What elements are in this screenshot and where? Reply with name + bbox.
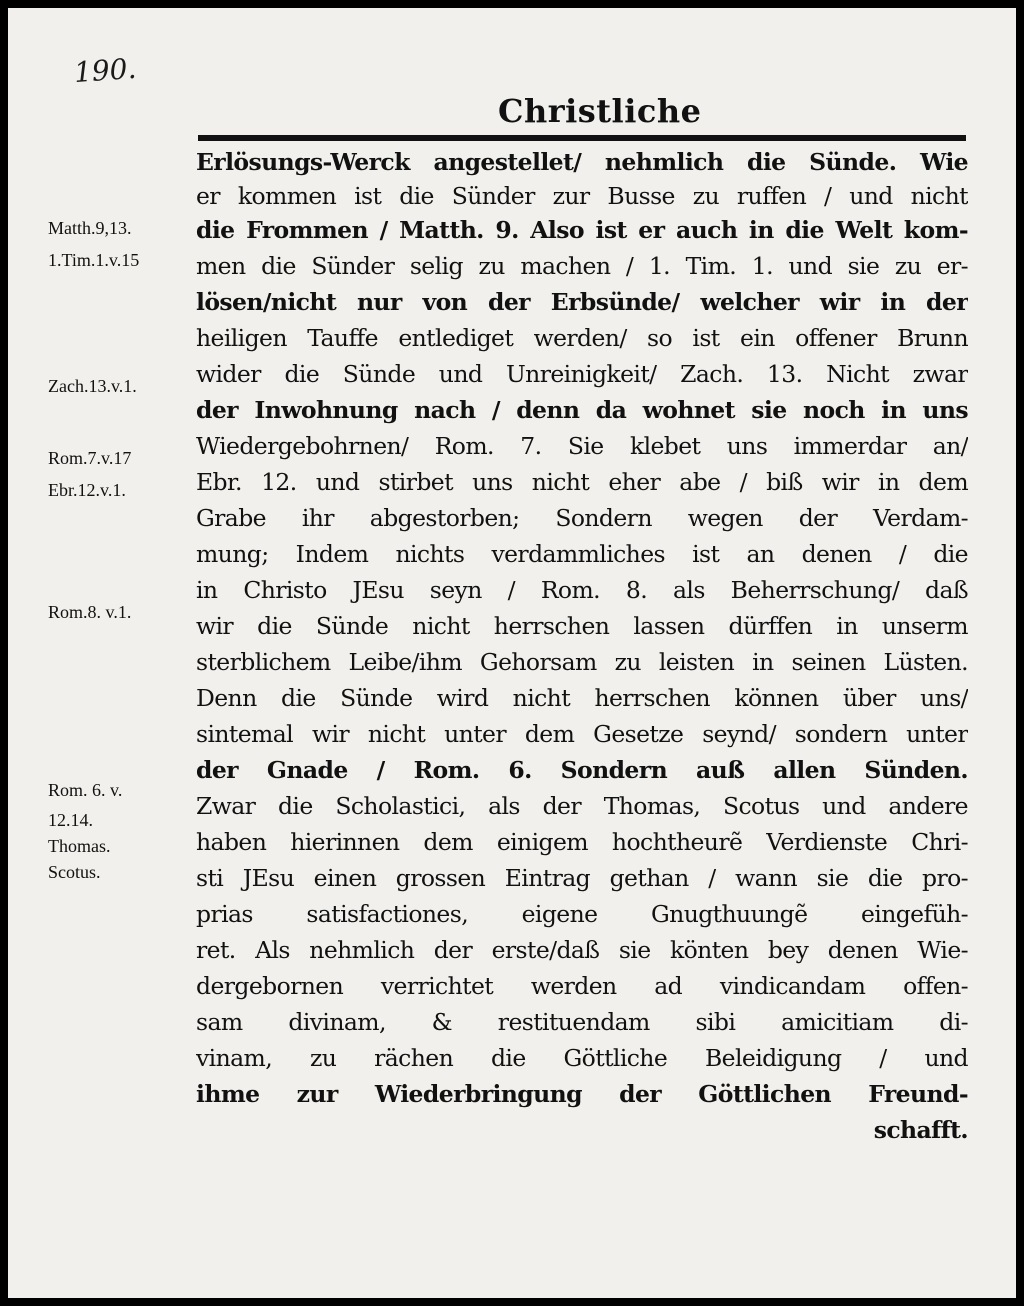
margin-note: Ebr.12.v.1. [48, 480, 126, 500]
margin-note: Rom. 6. v. [48, 780, 123, 800]
body-line: Erlösungs-Werck angestellet/ nehmlich die Sünde. Wie [196, 148, 968, 176]
body-line: mung; Indem nichts verdammliches ist an denen / die [196, 540, 968, 568]
body-line: ihme zur Wiederbringung der Göttlichen Freund- [196, 1080, 968, 1108]
margin-note: Scotus. [48, 862, 101, 882]
body-line: men die Sünder selig zu machen / 1. Tim. 1. und sie zu er- [196, 252, 968, 280]
page-number: 190. [72, 51, 138, 90]
body-line: der Gnade / Rom. 6. Sondern auß allen Sünden. [196, 756, 968, 784]
body-line: sam divinam, & restituendam sibi amicitiam di- [196, 1008, 968, 1036]
body-line: sintemal wir nicht unter dem Gesetze seynd/ sondern unter [196, 720, 968, 748]
body-line: Denn die Sünde wird nicht herrschen können über uns/ [196, 684, 968, 712]
body-line: ret. Als nehmlich der erste/daß sie könten bey denen Wie- [196, 936, 968, 964]
body-line: er kommen ist die Sünder zur Busse zu ruffen / und nicht [196, 182, 968, 210]
body-line: Ebr. 12. und stirbet uns nicht eher abe / biß wir in dem [196, 468, 968, 496]
body-line: der Inwohnung nach / denn da wohnet sie noch in uns [196, 396, 968, 424]
margin-note: 1.Tim.1.v.15 [48, 250, 140, 270]
margin-note: Rom.7.v.17 [48, 448, 132, 468]
body-line: sterblichem Leibe/ihm Gehorsam zu leisten in seinen Lüsten. [196, 648, 968, 676]
body-line: lösen/nicht nur von der Erbsünde/ welcher wir in der [196, 288, 968, 316]
header-rule [198, 135, 966, 141]
body-line: haben hierinnen dem einigem hochtheurẽ Verdienste Chri- [196, 828, 968, 856]
body-line: Wiedergebohrnen/ Rom. 7. Sie klebet uns immerdar an/ [196, 432, 968, 460]
body-line: heiligen Tauffe entlediget werden/ so ist ein offener Brunn [196, 324, 968, 352]
body-line: die Frommen / Matth. 9. Also ist er auch in die Welt kom- [196, 216, 968, 244]
margin-note: Zach.13.v.1. [48, 376, 137, 396]
body-line: in Christo JEsu seyn / Rom. 8. als Beherrschung/ daß [196, 576, 968, 604]
body-line: wir die Sünde nicht herrschen lassen dürffen in unserm [196, 612, 968, 640]
body-line: schafft. [873, 1116, 968, 1144]
body-line: prias satisfactiones, eigene Gnugthuungẽ eingefüh- [196, 900, 968, 928]
book-page [8, 8, 1016, 1298]
body-line: sti JEsu einen grossen Eintrag gethan / wann sie die pro- [196, 864, 968, 892]
body-line: dergebornen verrichtet werden ad vindicandam offen- [196, 972, 968, 1000]
running-head: Christliche [498, 92, 702, 130]
body-line: Grabe ihr abgestorben; Sondern wegen der Verdam- [196, 504, 968, 532]
margin-note: Matth.9,13. [48, 218, 132, 238]
margin-note: Rom.8. v.1. [48, 602, 132, 622]
margin-note: 12.14. [48, 810, 93, 830]
body-line: wider die Sünde und Unreinigkeit/ Zach. 13. Nicht zwar [196, 360, 968, 388]
body-line: vinam, zu rächen die Göttliche Beleidigung / und [196, 1044, 968, 1072]
margin-note: Thomas. [48, 836, 111, 856]
body-line: Zwar die Scholastici, als der Thomas, Scotus und andere [196, 792, 968, 820]
